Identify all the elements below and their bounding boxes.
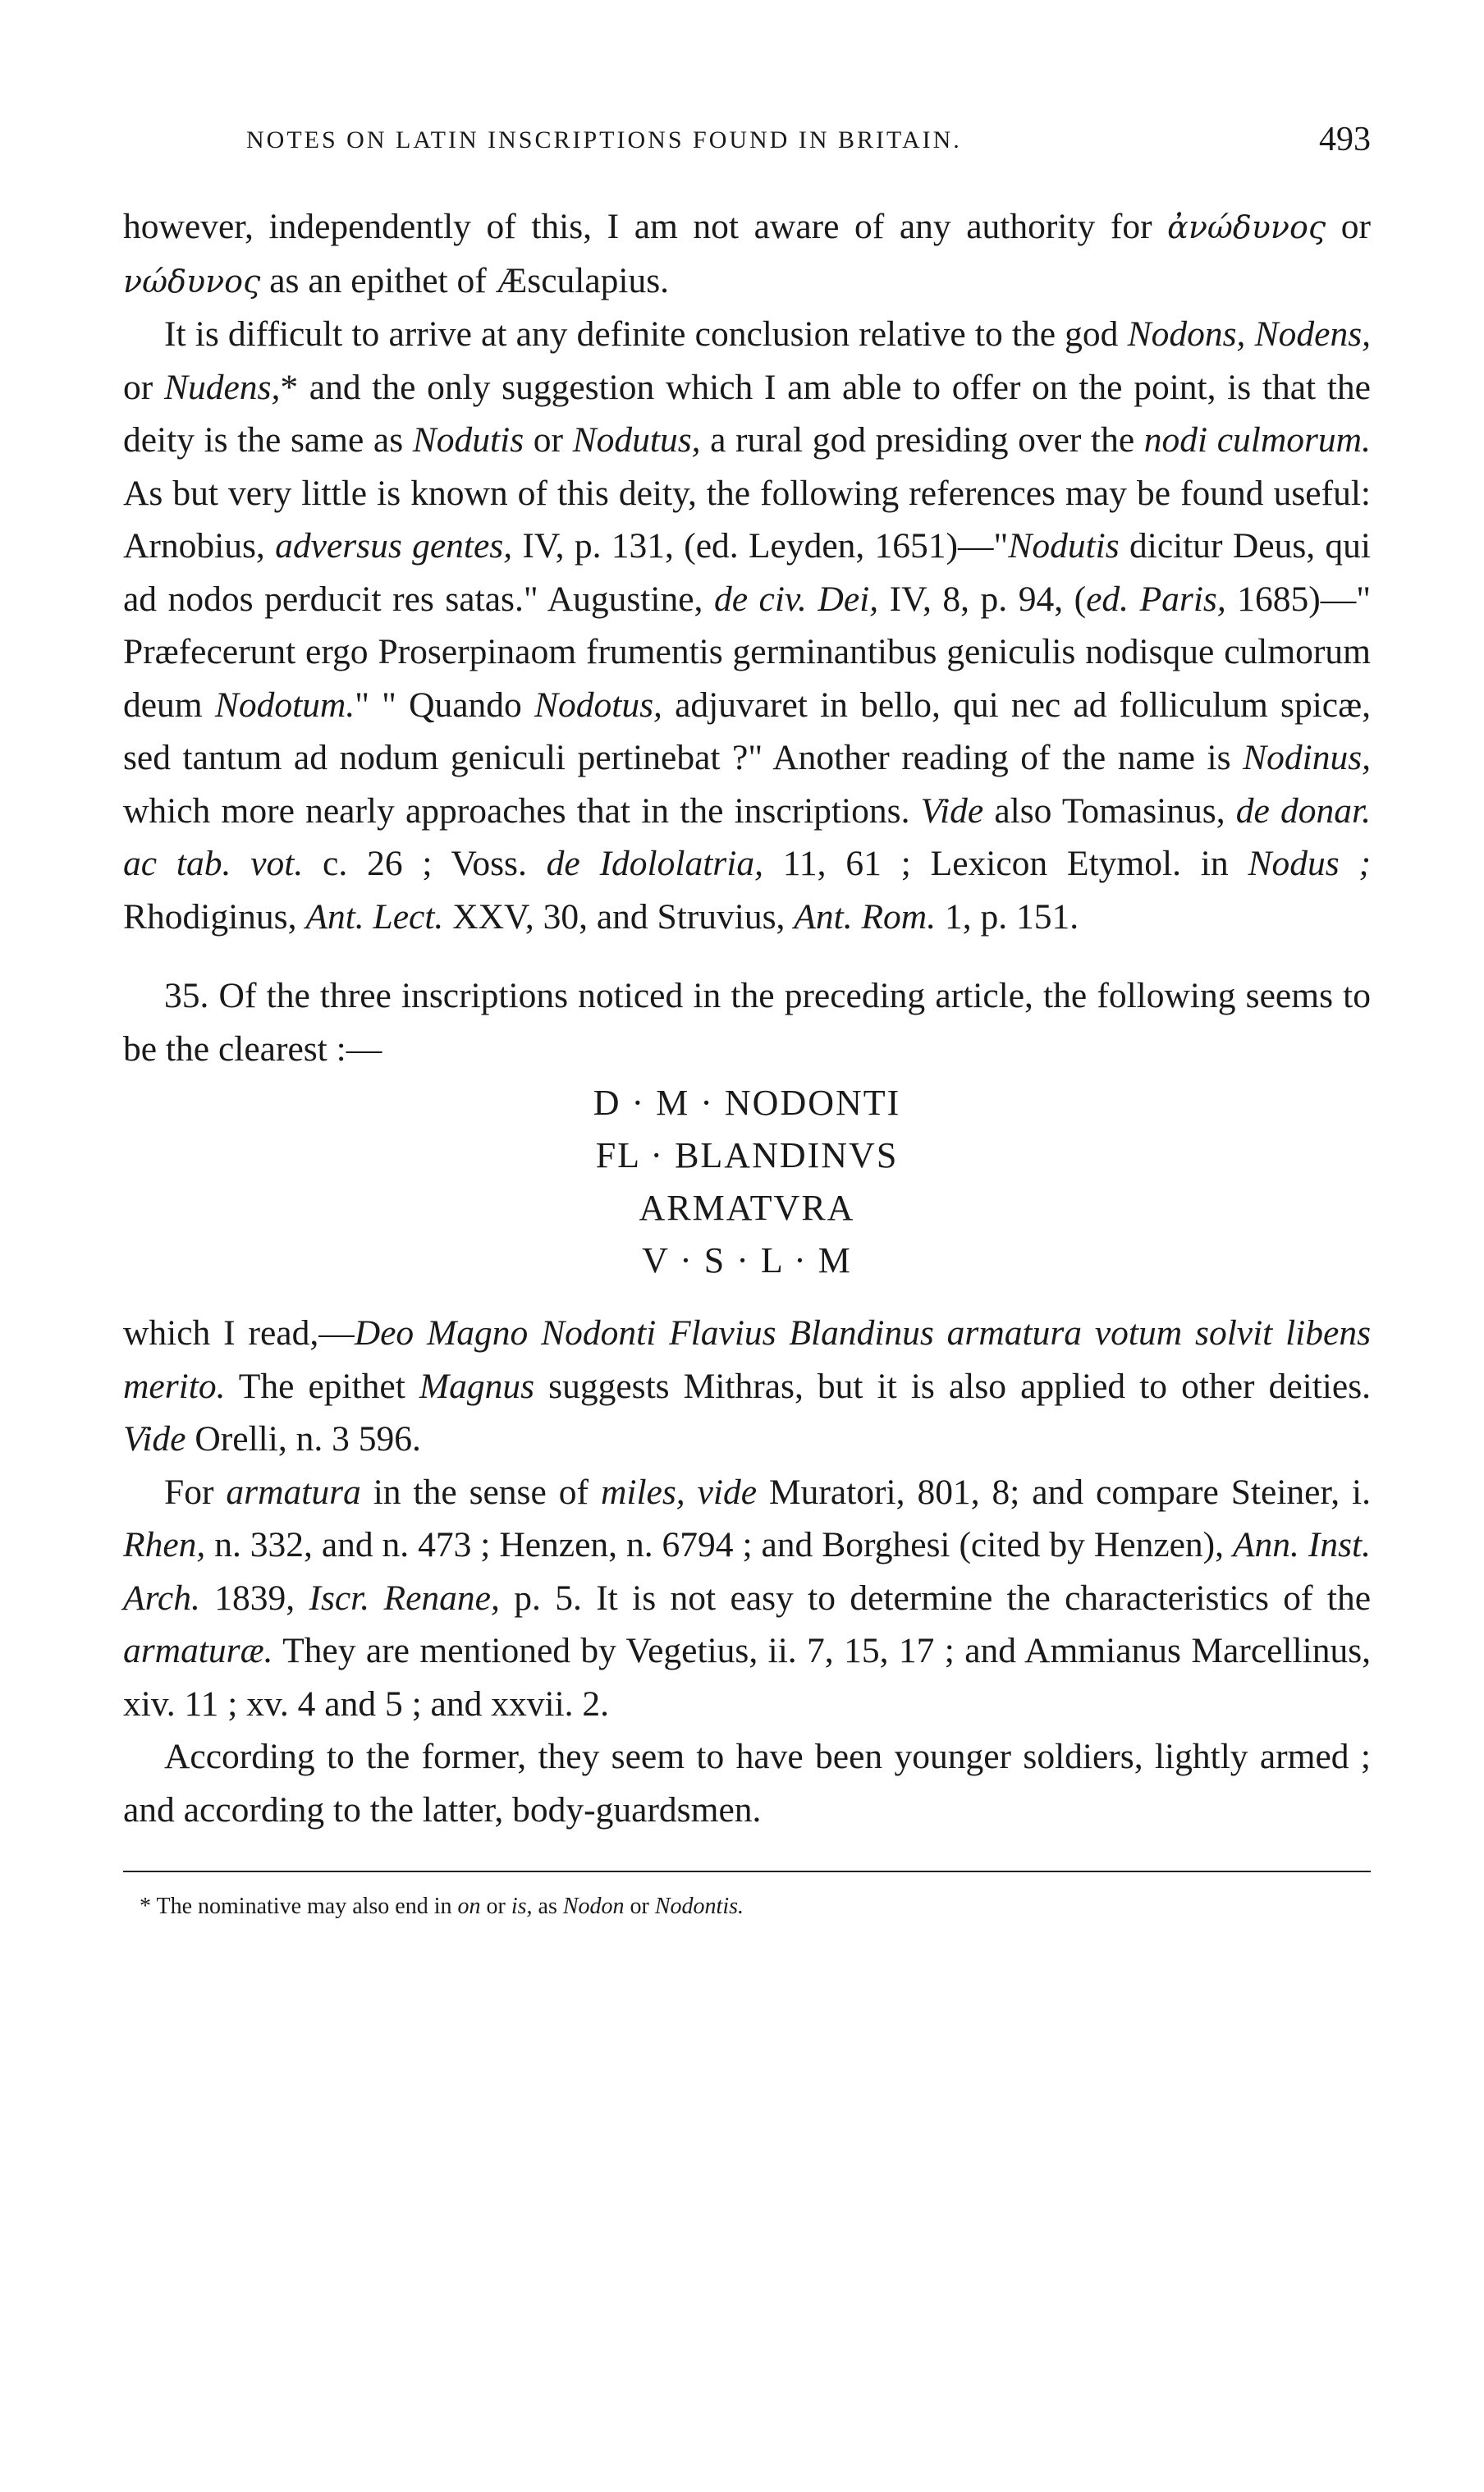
italic-term: de donar. ac tab. vot. (123, 790, 1372, 883)
text-run: 1, p. 151. (936, 896, 1079, 937)
italic-term: Nodon (562, 1894, 625, 1919)
text-run: Orelli, n. 3 596. (186, 1419, 421, 1459)
text-run: * The nominative may also end in (140, 1894, 458, 1919)
italic-term: Ant. Lect. (305, 896, 444, 937)
text-run: or (1326, 207, 1371, 246)
text-run: a rural god presiding over the (700, 420, 1144, 460)
italic-term: armaturæ. (123, 1631, 273, 1670)
italic-term: Nodus ; (1248, 844, 1371, 883)
italic-term: Nodinus, (1243, 738, 1371, 777)
text-run: It is difficult to arrive at any definite conclusion relative to the god (164, 314, 1128, 354)
paragraph (123, 1466, 1371, 1731)
text-run: n. 332, and n. 473 ; Henzen, n. 6794 ; and Borghesi (cited by Henzen), (205, 1525, 1233, 1564)
text-run: Muratori, 801, 8; and compare Steiner, i. (757, 1472, 1372, 1512)
text-run: The epithet (225, 1366, 419, 1406)
inscription-block (123, 1077, 1371, 1287)
text-run: in the sense of (360, 1472, 601, 1512)
italic-term: Nodutus, (572, 420, 701, 460)
italic-term: Nudens, (163, 367, 281, 407)
text-run: " " Quando (355, 685, 534, 725)
text-run: They are mentioned by Vegetius, ii. 7, 15, 17 ; and Ammianus Marcellinus, xiv. 11 ; xv. 4 and 5 ; and xxvii. 2. (123, 1631, 1371, 1724)
italic-term: Vide (920, 790, 984, 831)
greek-word: ἀνώδυνος (1167, 209, 1326, 245)
italic-term: Nodons, (1127, 314, 1246, 354)
text-run: adjuvaret in bello, qui nec ad folliculum spicæ, sed tantum ad nodum geniculi pertinebat ?" Another reading of the name is (123, 685, 1371, 777)
italic-term: de civ. Dei, (713, 579, 879, 619)
paragraph (123, 200, 1371, 308)
text-run: Rhodiginus, (123, 896, 306, 937)
text-run: suggests Mithras, but it is also applied to other deities. (534, 1366, 1371, 1406)
text-run: also Tomasinus, (983, 790, 1236, 831)
italic-term: ed. Paris, (1086, 579, 1226, 619)
inscription-line: ARMATVRA (639, 1188, 855, 1228)
italic-term: Nodutis (412, 420, 524, 460)
italic-term: nodi culmorum. (1143, 420, 1371, 460)
text-run: For (164, 1472, 227, 1512)
text-run: which more nearly approaches that in the inscriptions. (123, 790, 921, 831)
text-run: as (532, 1894, 563, 1919)
italic-term: Nodutis (1008, 526, 1120, 566)
paragraph-35: 35. Of the three inscriptions noticed in the preceding article, the following seems to be the clearest :— (123, 976, 1371, 1069)
text-run: 1839, (199, 1578, 309, 1618)
italic-term: Iscr. Renane, (309, 1578, 500, 1618)
italic-term: is, (511, 1894, 533, 1919)
italic-term: Ann. Inst. Arch. (123, 1525, 1371, 1618)
text-run: or (123, 367, 164, 407)
italic-term: Ant. Rom. (794, 896, 937, 937)
text-run: 1685)—" Præfecerunt ergo Proserpinaom frumentis germinantibus geniculis nodisque culmorum deum (123, 579, 1372, 725)
section-gap (123, 943, 1371, 969)
text-run (685, 1473, 698, 1512)
italic-term: Nodontis. (654, 1894, 744, 1919)
italic-term: vide (697, 1472, 758, 1512)
inscription-line: D · M · NODONTI (593, 1083, 901, 1123)
paragraph: According to the former, they seem to have been younger soldiers, lightly armed ; and according to the latter, body-guardsmen. (123, 1737, 1371, 1830)
italic-term: armatura (226, 1472, 361, 1512)
text-run: XXV, 30, and Struvius, (443, 896, 795, 937)
text-run: which I read,— (123, 1313, 355, 1353)
italic-term: Rhen, (123, 1525, 206, 1564)
italic-term: Nodotum. (214, 685, 355, 725)
italic-term: on (457, 1894, 481, 1919)
text-run: IV, p. 131, (ed. Leyden, 1651)—" (512, 526, 1009, 566)
italic-term: de Idololatria, (546, 844, 763, 883)
italic-term: miles, (600, 1472, 685, 1512)
inscription-line: V · S · L · M (642, 1240, 852, 1280)
text-run: c. 26 ; Voss. (303, 844, 547, 883)
text-run: however, independently of this, I am not aware of any authority for (123, 207, 1168, 246)
paragraph (123, 1307, 1371, 1466)
text-run: 11, 61 ; Lexicon Etymol. in (763, 844, 1248, 883)
text-run: as an epithet of Æsculapius. (260, 260, 670, 300)
footnote (123, 1890, 1371, 1923)
footnote-ref-text: * and the only suggestion which I am able to offer on the point, is that the deity is the same as (123, 367, 1371, 460)
italic-term: Nodotus, (534, 685, 662, 725)
book-page (123, 123, 1371, 1923)
paragraph (123, 308, 1371, 943)
inscription-line: FL · BLANDINVS (595, 1135, 899, 1175)
text-run: As but very little is known of this deity, the following references may be found useful: Arnobius, (123, 473, 1371, 566)
page-number: 493 (1319, 121, 1371, 158)
running-title: NOTES ON LATIN INSCRIPTIONS FOUND IN BRITAIN. (246, 126, 962, 153)
greek-word: νώδυνος (123, 263, 261, 300)
text-run: IV, 8, p. 94, ( (878, 579, 1087, 619)
italic-term: Vide (123, 1419, 186, 1459)
footnote-rule (123, 1871, 1371, 1872)
italic-term: Deo Magno Nodonti Flavius Blandinus armatura votum solvit libens merito. (123, 1313, 1371, 1406)
body-text (123, 200, 1371, 1836)
italic-term: Nodens, (1254, 314, 1371, 354)
running-head (123, 123, 1371, 172)
text-run: dicitur Deus, qui ad nodos perducit res satas." Augustine, (123, 526, 1372, 619)
text-run: or (480, 1894, 511, 1919)
italic-term: Magnus (419, 1366, 535, 1406)
text-run: or (624, 1894, 655, 1919)
italic-term: adversus gentes, (275, 526, 513, 566)
text-run: p. 5. It is not easy to determine the characteristics of the (499, 1578, 1372, 1618)
text-run: or (524, 420, 573, 460)
